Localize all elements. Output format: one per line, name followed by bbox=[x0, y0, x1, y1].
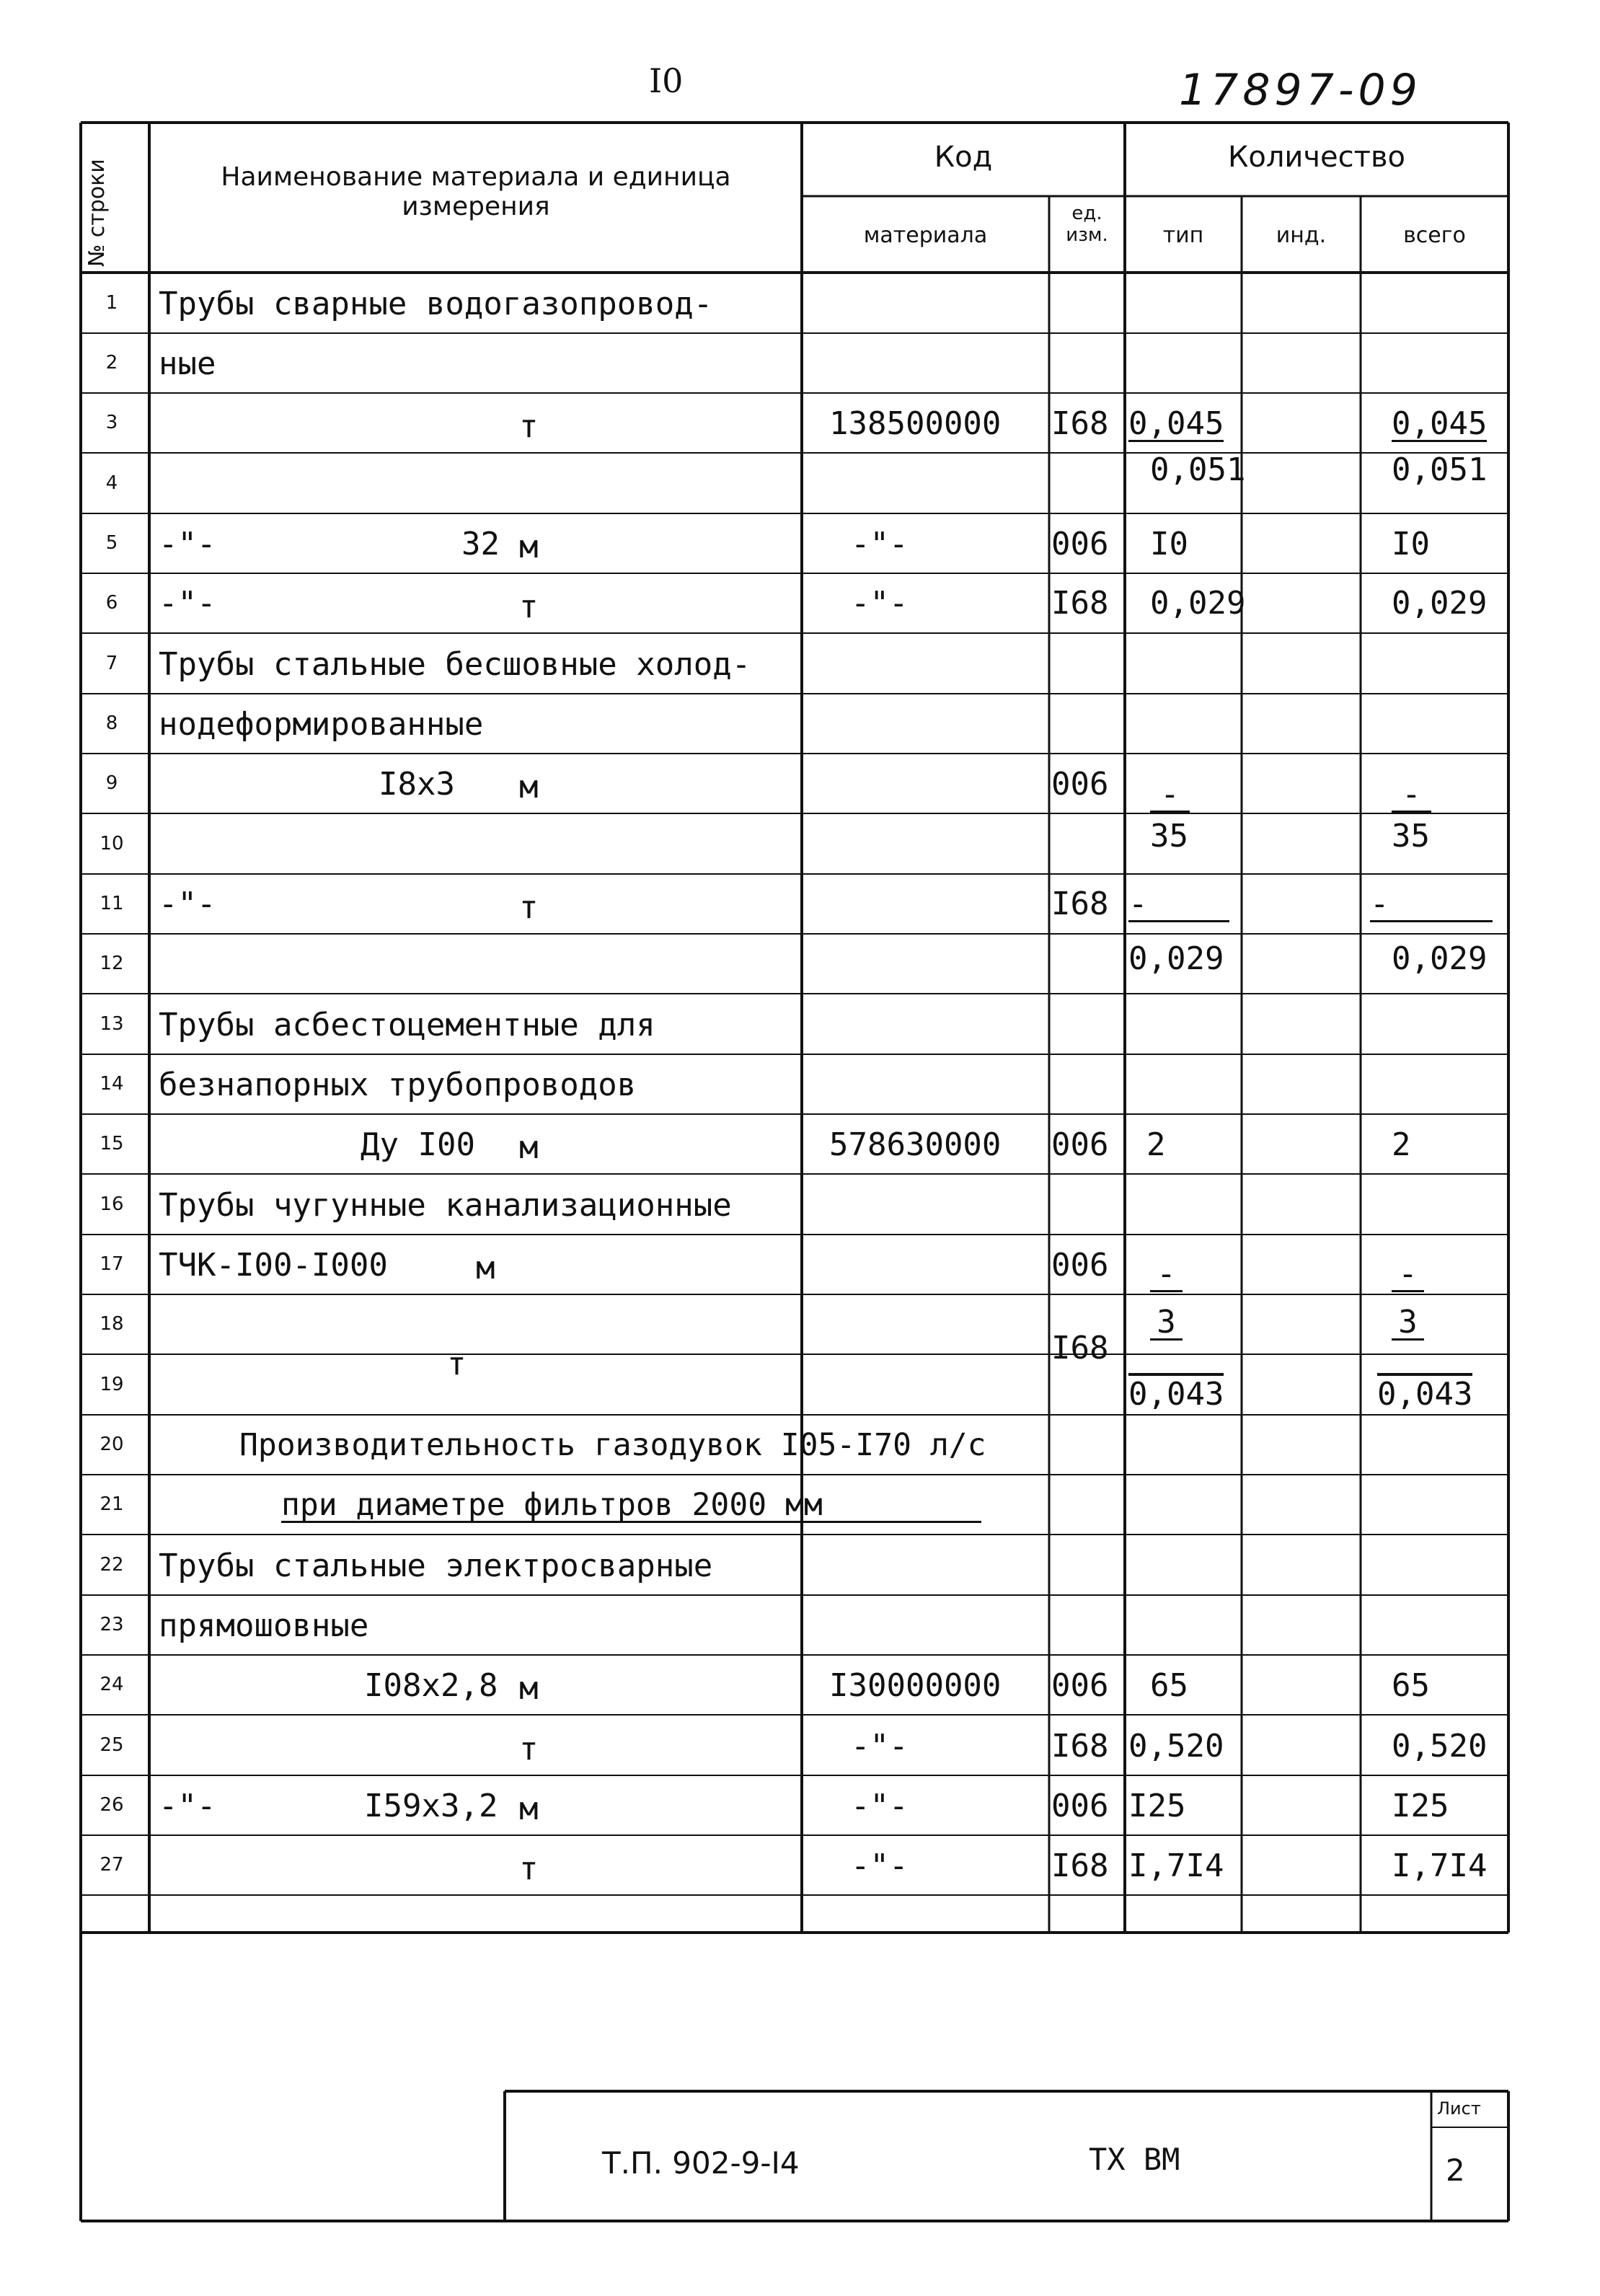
row-number: 1 bbox=[105, 292, 118, 314]
unit-code: I68 bbox=[1051, 1728, 1109, 1765]
size: I08x2,8 bbox=[364, 1667, 498, 1704]
header-quantity: Количество bbox=[1227, 141, 1405, 174]
unit-code: I68 bbox=[1051, 1330, 1109, 1366]
qty-total: I0 bbox=[1392, 526, 1430, 562]
document-code: 17897-09 bbox=[1179, 65, 1422, 115]
row-number: 23 bbox=[100, 1614, 124, 1635]
row-number: 7 bbox=[105, 653, 118, 674]
header-name: Наименование материала и единица измерения bbox=[221, 162, 731, 222]
unit-label: т bbox=[447, 1346, 467, 1382]
row-number: 12 bbox=[100, 953, 124, 974]
qty-type-denominator: 35 bbox=[1150, 818, 1188, 855]
size: I59x3,2 bbox=[364, 1788, 498, 1824]
material-name: Трубы стальные электросварные bbox=[159, 1547, 713, 1584]
material-name: ТЧК-I00-I000 bbox=[159, 1247, 388, 1284]
qty-type: 65 bbox=[1150, 1667, 1188, 1704]
unit-label: м bbox=[519, 1129, 539, 1166]
row-number: 8 bbox=[105, 712, 118, 734]
material-name: Трубы чугунные канализационные bbox=[159, 1187, 732, 1224]
qty-type: 0,051 bbox=[1150, 451, 1246, 488]
header-row-number: № строки bbox=[84, 159, 110, 267]
row-number: 2 bbox=[105, 352, 118, 374]
unit-code: 006 bbox=[1051, 526, 1109, 562]
material-name: безнапорных трубопроводов bbox=[159, 1067, 637, 1103]
unit-label: м bbox=[519, 1791, 539, 1827]
unit-code: 006 bbox=[1051, 766, 1109, 803]
unit-code: I68 bbox=[1051, 405, 1109, 442]
qty-total-denominator: 35 bbox=[1392, 818, 1430, 855]
qty-total: 0,029 bbox=[1392, 585, 1488, 622]
filter-diameter-note: при диаметре фильтров 2000 мм bbox=[281, 1490, 981, 1523]
unit-code: I68 bbox=[1051, 1847, 1109, 1884]
page-number: I0 bbox=[649, 61, 684, 100]
unit-code: I68 bbox=[1051, 585, 1109, 622]
row-number: 21 bbox=[100, 1493, 124, 1515]
unit-code: 006 bbox=[1051, 1788, 1109, 1824]
qty-total-result: 0,043 bbox=[1377, 1373, 1472, 1410]
qty-total-middle: 3 bbox=[1392, 1307, 1424, 1341]
qty-total: I25 bbox=[1392, 1788, 1449, 1824]
unit-label: м bbox=[519, 769, 539, 805]
qty-type-result: 0,043 bbox=[1128, 1373, 1224, 1410]
qty-type: 0,520 bbox=[1128, 1728, 1224, 1765]
unit-label: м bbox=[519, 529, 539, 565]
capacity-note: Производительность газодувок I05-I70 л/с bbox=[239, 1427, 986, 1463]
qty-total-numerator: - bbox=[1370, 888, 1493, 922]
row-number: 19 bbox=[100, 1374, 124, 1395]
ditto-mark: -"- bbox=[159, 886, 216, 922]
qty-type-middle: 3 bbox=[1150, 1307, 1183, 1341]
sheet-label: Лист bbox=[1437, 2098, 1481, 2119]
qty-type: I0 bbox=[1150, 526, 1188, 562]
header-qty-type: тип bbox=[1162, 223, 1204, 248]
unit-code: 006 bbox=[1051, 1247, 1109, 1284]
unit-code: 006 bbox=[1051, 1667, 1109, 1704]
unit-code: I68 bbox=[1051, 886, 1109, 922]
drawing-section: ТХ ВМ bbox=[1089, 2142, 1180, 2177]
unit-label: т bbox=[519, 588, 539, 625]
row-number: 5 bbox=[105, 532, 118, 554]
material-code: -"- bbox=[851, 526, 909, 562]
ditto-mark: -"- bbox=[159, 1788, 216, 1824]
row-number: 4 bbox=[105, 472, 118, 494]
qty-type: I,7I4 bbox=[1128, 1847, 1224, 1884]
row-number: 6 bbox=[105, 592, 118, 614]
row-number: 20 bbox=[100, 1434, 124, 1455]
qty-total-denominator: 0,029 bbox=[1392, 940, 1488, 977]
row-number: 25 bbox=[100, 1734, 124, 1756]
row-number: 18 bbox=[100, 1313, 124, 1335]
qty-total: 2 bbox=[1392, 1126, 1411, 1163]
material-code: 138500000 bbox=[829, 405, 1002, 442]
unit-label: м bbox=[476, 1250, 495, 1286]
material-code: I30000000 bbox=[829, 1667, 1002, 1704]
ditto-mark: -"- bbox=[159, 585, 216, 622]
header-qty-total: всего bbox=[1403, 223, 1466, 248]
qty-total-numerator: - bbox=[1392, 779, 1431, 813]
material-name: Трубы стальные бесшовные холод- bbox=[159, 646, 751, 683]
qty-type-numerator: - bbox=[1150, 779, 1190, 813]
sheet-number: 2 bbox=[1446, 2152, 1465, 2188]
row-number: 15 bbox=[100, 1133, 124, 1154]
material-code: -"- bbox=[851, 585, 909, 622]
material-code: 578630000 bbox=[829, 1126, 1002, 1163]
material-name: Трубы сварные водогазопровод- bbox=[159, 286, 713, 322]
header-qty-ind: инд. bbox=[1276, 223, 1327, 248]
qty-total: 0,051 bbox=[1392, 451, 1488, 488]
size: Ду I00 bbox=[361, 1126, 475, 1163]
qty-type: 2 bbox=[1146, 1126, 1166, 1163]
row-number: 26 bbox=[100, 1794, 124, 1816]
row-number: 16 bbox=[100, 1193, 124, 1215]
material-name: Трубы асбестоцементные для bbox=[159, 1007, 655, 1043]
size: I8x3 bbox=[379, 766, 455, 803]
row-number: 27 bbox=[100, 1854, 124, 1876]
row-number: 14 bbox=[100, 1073, 124, 1095]
qty-total: 0,045 bbox=[1392, 405, 1488, 442]
unit-label: т bbox=[519, 1850, 539, 1887]
unit-label: м bbox=[519, 1670, 539, 1707]
material-code: -"- bbox=[851, 1788, 909, 1824]
qty-total-numerator: - bbox=[1392, 1258, 1424, 1292]
qty-type: 0,045 bbox=[1128, 405, 1224, 442]
qty-type-denominator: 0,029 bbox=[1128, 940, 1224, 977]
header-code-unit: ед. изм. bbox=[1066, 203, 1108, 246]
row-number: 11 bbox=[100, 893, 124, 914]
qty-type-numerator: - bbox=[1128, 888, 1229, 922]
row-number: 10 bbox=[100, 833, 124, 855]
row-number: 3 bbox=[105, 412, 118, 433]
header-code: Код bbox=[934, 141, 993, 174]
ditto-mark: -"- bbox=[159, 526, 216, 562]
qty-total: 0,520 bbox=[1392, 1728, 1488, 1765]
row-number: 22 bbox=[100, 1554, 124, 1576]
qty-total: 65 bbox=[1392, 1667, 1430, 1704]
qty-type-numerator: - bbox=[1150, 1258, 1183, 1292]
row-number: 24 bbox=[100, 1674, 124, 1695]
qty-type: I25 bbox=[1128, 1788, 1186, 1824]
unit-label: т bbox=[519, 889, 539, 926]
material-name: нодеформированные bbox=[159, 706, 484, 743]
header-code-material: материала bbox=[863, 223, 988, 248]
project-number: Т.П. 902-9-I4 bbox=[602, 2145, 800, 2181]
unit-code: 006 bbox=[1051, 1126, 1109, 1163]
material-name: прямошовные bbox=[159, 1607, 369, 1644]
qty-total: I,7I4 bbox=[1392, 1847, 1488, 1884]
unit-label: т bbox=[519, 408, 539, 445]
material-name: ные bbox=[159, 345, 216, 382]
material-code: -"- bbox=[851, 1847, 909, 1884]
material-code: -"- bbox=[851, 1728, 909, 1765]
size: 32 bbox=[461, 526, 500, 562]
row-number: 9 bbox=[105, 772, 118, 794]
row-number: 13 bbox=[100, 1013, 124, 1035]
qty-type: 0,029 bbox=[1150, 585, 1246, 622]
row-number: 17 bbox=[100, 1253, 124, 1275]
unit-label: т bbox=[519, 1731, 539, 1767]
